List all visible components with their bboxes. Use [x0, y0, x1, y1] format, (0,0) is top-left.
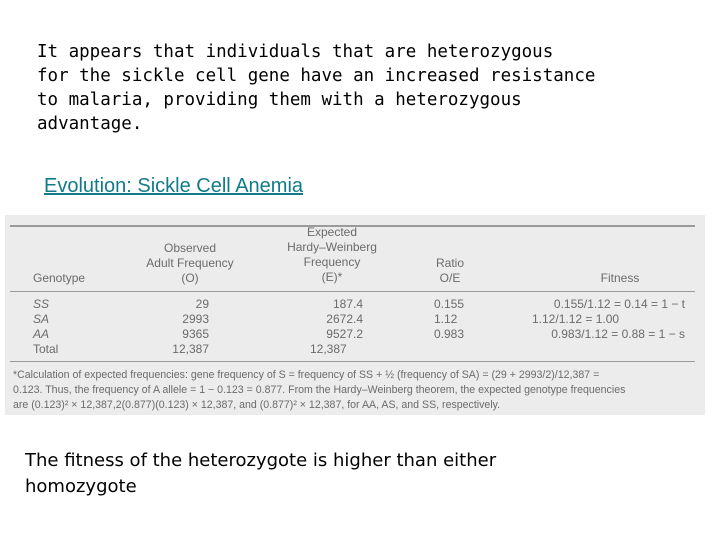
cell-ratio: 1.12: [434, 312, 458, 326]
footnote-line: 0.123. Thus, the frequency of A allele = 1 − 0.123 = 0.877. From the Hardy–Weinberg theorem, the expected genotype frequencies: [13, 384, 626, 396]
cell-observed: 2993: [182, 312, 209, 326]
cell-genotype: AA: [33, 327, 50, 341]
cell-fitness: 0.983/1.12 = 0.88 = 1 − s: [551, 327, 685, 341]
cell-fitness: 0.155/1.12 = 0.14 = 1 − t: [553, 297, 685, 311]
header-expected-line: Expected: [306, 225, 358, 239]
fitness-table-image: [5, 215, 705, 415]
table-footnote: [13, 368, 703, 413]
cell-expected: 187.4: [332, 297, 363, 311]
intro-line: for the sickle cell gene have an increased resistance: [37, 66, 596, 86]
footnote-line: *Calculation of expected frequencies: gene frequency of S = frequency of SS + ½ (frequency of SA) = (29 + 2993/2)/12,387 =: [13, 369, 600, 381]
header-observed-line: Adult Frequency: [146, 256, 234, 270]
cell-ratio: 0.155: [434, 297, 465, 311]
footnote-line: are (0.123)² × 12,387,2(0.877)(0.123) × 12,387, and (0.877)² × 12,387, for AA, AS, and SS, respectively.: [13, 399, 501, 411]
header-observed: [125, 241, 255, 286]
cell-observed: 29: [195, 297, 209, 311]
intro-line: It appears that individuals that are heterozygous: [37, 42, 554, 62]
header-ratio: [410, 256, 490, 286]
header-expected: [267, 225, 397, 285]
table-bottom-rule: [10, 361, 695, 362]
header-observed-line: (O): [181, 271, 199, 285]
cell-genotype: SS: [33, 297, 50, 311]
header-expected-line: Frequency: [303, 255, 361, 269]
cell-expected: 9527.2: [326, 327, 363, 341]
header-fitness: Fitness: [600, 271, 640, 285]
header-genotype: Genotype: [33, 271, 86, 285]
header-ratio-line: Ratio: [435, 256, 464, 270]
cell-genotype: SA: [33, 312, 50, 326]
cell-fitness: 1.12/1.12 = 1.00: [532, 312, 620, 326]
intro-paragraph: [37, 40, 597, 136]
header-expected-line: (E)*: [321, 270, 343, 284]
cell-observed: 12,387: [172, 342, 209, 356]
cell-genotype: Total: [33, 342, 59, 356]
intro-line: advantage.: [37, 114, 143, 134]
conclusion-paragraph: [25, 448, 625, 500]
conclusion-line: homozygote: [25, 476, 137, 497]
header-observed-line: Observed: [163, 241, 217, 255]
cell-expected: 12,387: [310, 342, 347, 356]
header-expected-line: Hardy–Weinberg: [287, 240, 377, 254]
table-row: [5, 312, 705, 327]
conclusion-line: The fitness of the heterozygote is higher than either: [25, 450, 497, 471]
table-row: [5, 327, 705, 342]
cell-expected: 2672.4: [326, 312, 363, 326]
header-ratio-line: O/E: [439, 271, 461, 285]
cell-observed: 9365: [182, 327, 209, 341]
sickle-cell-link[interactable]: Evolution: Sickle Cell Anemia: [44, 175, 304, 197]
table-row: [5, 342, 705, 357]
intro-line: to malaria, providing them with a heterozygous: [37, 90, 522, 110]
table-header-rule: [10, 291, 695, 292]
cell-ratio: 0.983: [434, 327, 465, 341]
table-row: [5, 297, 705, 312]
